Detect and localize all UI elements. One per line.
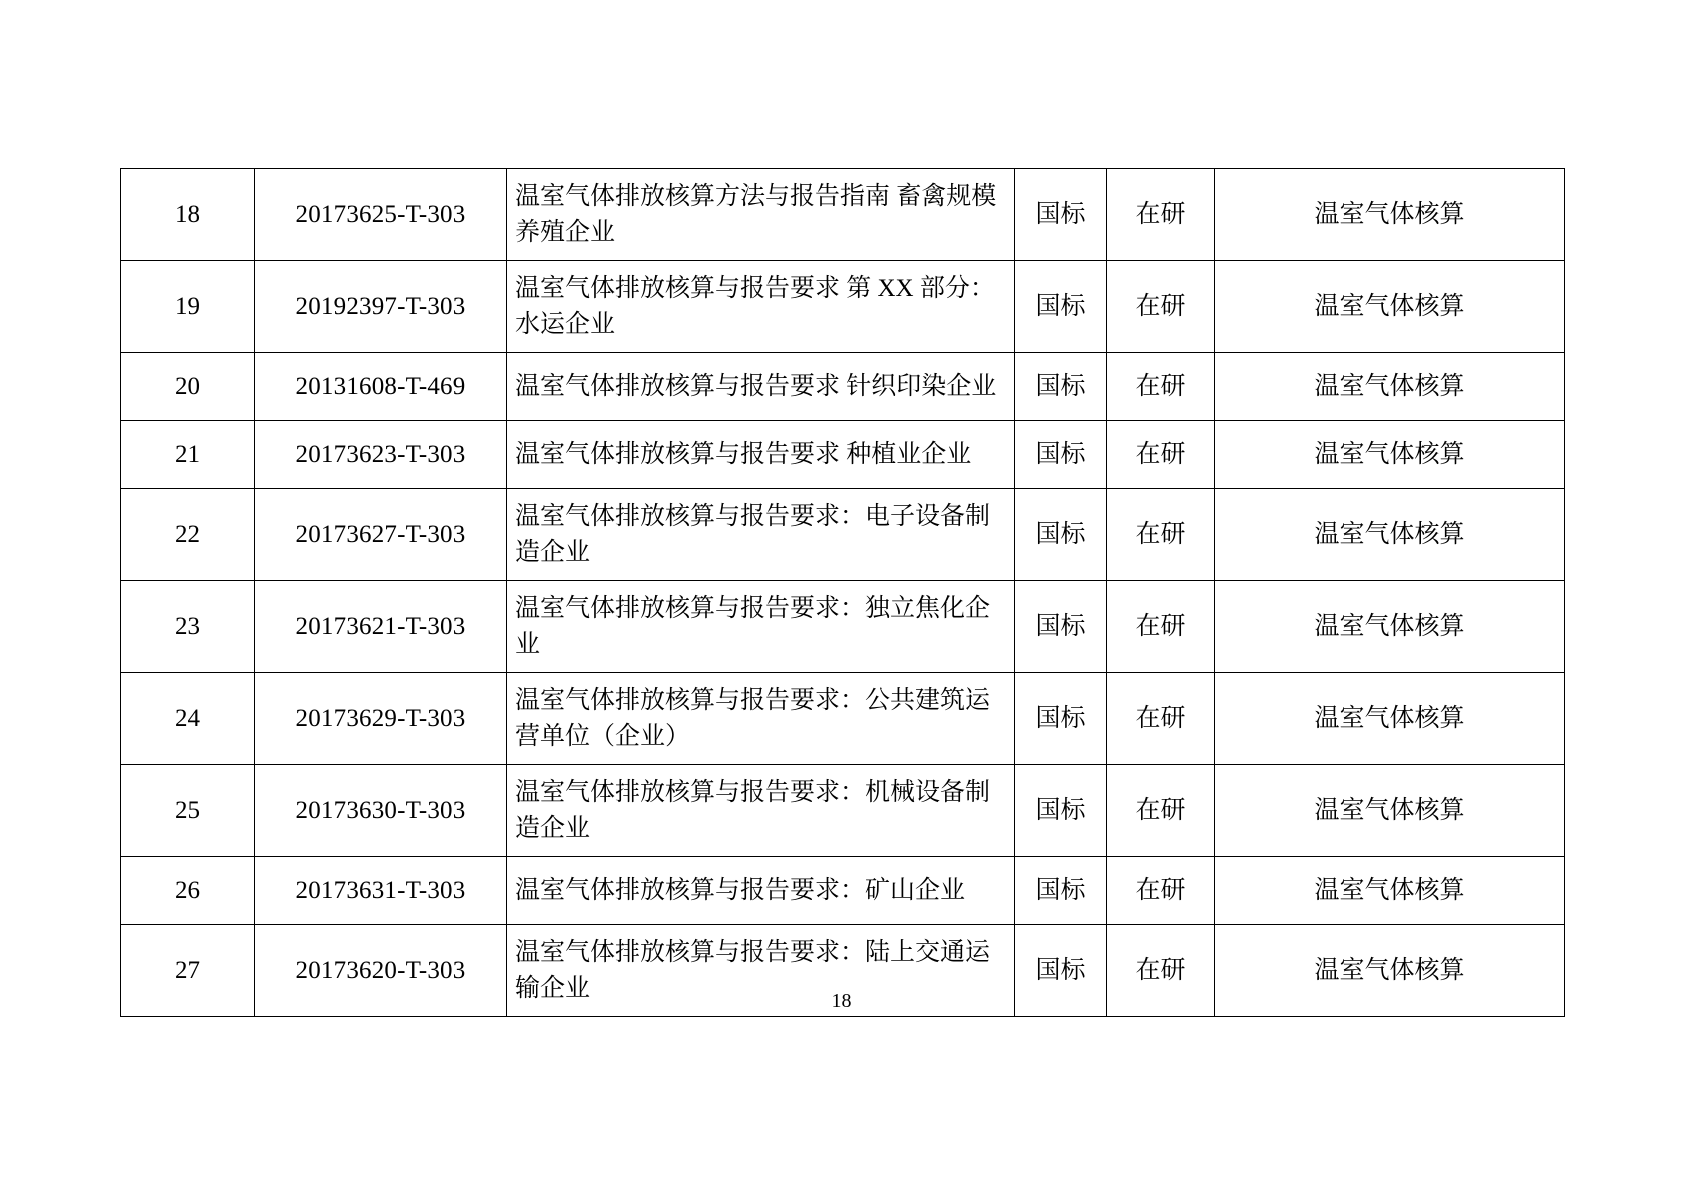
cell-category: 温室气体核算 — [1215, 673, 1565, 765]
table-row — [121, 673, 1565, 765]
cell-plan-code: 20173627-T-303 — [255, 489, 507, 581]
table-row — [121, 489, 1565, 581]
cell-plan-code: 20173629-T-303 — [255, 673, 507, 765]
cell-standard-type: 国标 — [1015, 925, 1107, 1017]
cell-status: 在研 — [1107, 353, 1215, 421]
cell-plan-code: 20173631-T-303 — [255, 857, 507, 925]
cell-status: 在研 — [1107, 169, 1215, 261]
cell-sequence-number: 20 — [121, 353, 255, 421]
cell-category: 温室气体核算 — [1215, 857, 1565, 925]
page-number: 18 — [831, 990, 852, 1012]
cell-sequence-number: 22 — [121, 489, 255, 581]
cell-standard-type: 国标 — [1015, 765, 1107, 857]
cell-status: 在研 — [1107, 581, 1215, 673]
cell-sequence-number: 25 — [121, 765, 255, 857]
cell-status: 在研 — [1107, 925, 1215, 1017]
cell-sequence-number: 24 — [121, 673, 255, 765]
cell-standard-name: 温室气体排放核算与报告要求：电子设备制造企业 — [507, 489, 1015, 581]
cell-sequence-number: 23 — [121, 581, 255, 673]
table-row — [121, 857, 1565, 925]
cell-status: 在研 — [1107, 489, 1215, 581]
cell-category: 温室气体核算 — [1215, 925, 1565, 1017]
cell-standard-name: 温室气体排放核算方法与报告指南 畜禽规模养殖企业 — [507, 169, 1015, 261]
cell-standard-type: 国标 — [1015, 169, 1107, 261]
table-row — [121, 261, 1565, 353]
cell-standard-type: 国标 — [1015, 421, 1107, 489]
cell-status: 在研 — [1107, 857, 1215, 925]
cell-category: 温室气体核算 — [1215, 169, 1565, 261]
cell-plan-code: 20173620-T-303 — [255, 925, 507, 1017]
standards-table — [120, 168, 1565, 1017]
cell-standard-type: 国标 — [1015, 261, 1107, 353]
cell-plan-code: 20173625-T-303 — [255, 169, 507, 261]
cell-status: 在研 — [1107, 673, 1215, 765]
cell-standard-type: 国标 — [1015, 581, 1107, 673]
cell-plan-code: 20192397-T-303 — [255, 261, 507, 353]
cell-status: 在研 — [1107, 421, 1215, 489]
cell-standard-type: 国标 — [1015, 489, 1107, 581]
cell-standard-name: 温室气体排放核算与报告要求 种植业企业 — [507, 421, 1015, 489]
cell-category: 温室气体核算 — [1215, 421, 1565, 489]
cell-standard-name: 温室气体排放核算与报告要求 针织印染企业 — [507, 353, 1015, 421]
table-row — [121, 581, 1565, 673]
cell-standard-name: 温室气体排放核算与报告要求：公共建筑运营单位（企业） — [507, 673, 1015, 765]
cell-category: 温室气体核算 — [1215, 765, 1565, 857]
cell-sequence-number: 26 — [121, 857, 255, 925]
cell-plan-code: 20131608-T-469 — [255, 353, 507, 421]
table-row — [121, 765, 1565, 857]
cell-standard-name: 温室气体排放核算与报告要求：矿山企业 — [507, 857, 1015, 925]
cell-standard-name: 温室气体排放核算与报告要求 第 XX 部分：水运企业 — [507, 261, 1015, 353]
cell-sequence-number: 18 — [121, 169, 255, 261]
cell-standard-name: 温室气体排放核算与报告要求：陆上交通运输企业 — [507, 925, 1015, 1017]
cell-status: 在研 — [1107, 261, 1215, 353]
cell-plan-code: 20173621-T-303 — [255, 581, 507, 673]
table-row — [121, 353, 1565, 421]
cell-category: 温室气体核算 — [1215, 353, 1565, 421]
cell-sequence-number: 19 — [121, 261, 255, 353]
cell-standard-type: 国标 — [1015, 673, 1107, 765]
table-row — [121, 421, 1565, 489]
cell-plan-code: 20173623-T-303 — [255, 421, 507, 489]
cell-standard-type: 国标 — [1015, 857, 1107, 925]
cell-category: 温室气体核算 — [1215, 581, 1565, 673]
cell-category: 温室气体核算 — [1215, 261, 1565, 353]
cell-standard-type: 国标 — [1015, 353, 1107, 421]
table-row — [121, 169, 1565, 261]
cell-sequence-number: 27 — [121, 925, 255, 1017]
cell-status: 在研 — [1107, 765, 1215, 857]
cell-standard-name: 温室气体排放核算与报告要求：独立焦化企业 — [507, 581, 1015, 673]
table-body — [121, 169, 1565, 1017]
cell-standard-name: 温室气体排放核算与报告要求：机械设备制造企业 — [507, 765, 1015, 857]
cell-sequence-number: 21 — [121, 421, 255, 489]
cell-category: 温室气体核算 — [1215, 489, 1565, 581]
cell-plan-code: 20173630-T-303 — [255, 765, 507, 857]
